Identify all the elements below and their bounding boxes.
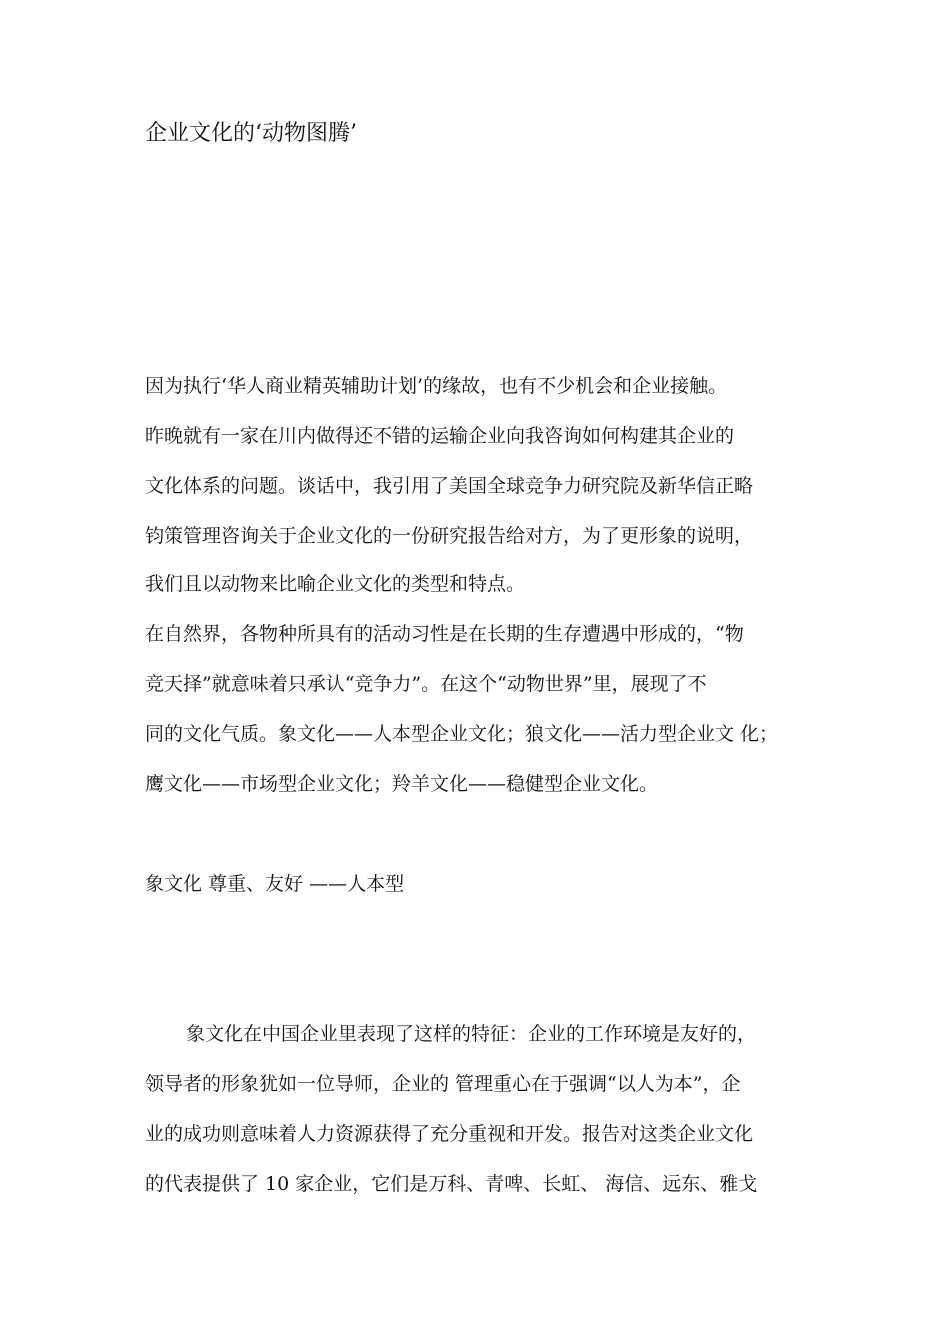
paragraph-line: 文化体系的问题。谈话中，我引用了美国全球竞争力研究院及新华信正略 — [145, 475, 754, 497]
paragraph-line: 钧策管理咨询关于企业文化的一份研究报告给对方，为了更形象的说明， — [145, 525, 754, 547]
paragraph-line: 鹰文化——市场型企业文化；羚羊文化——稳健型企业文化。 — [145, 773, 659, 795]
paragraph-line: 我们且以动物来比喻企业文化的类型和特点。 — [145, 573, 526, 595]
paragraph-line: 领导者的形象犹如一位导师，企业的 管理重心在于强调“以人为本”，企 — [145, 1073, 741, 1095]
paragraph-line: 的代表提供了 10 家企业，它们是万科、青啤、长虹、 海信、远东、雅戈 — [145, 1173, 758, 1195]
paragraph-line: 业的成功则意味着人力资源获得了充分重视和开发。报告对这类企业文化 — [145, 1123, 754, 1145]
document-title: 企业文化的‘动物图腾’ — [145, 121, 357, 146]
section-heading: 象文化 尊重、友好 ——人本型 — [145, 873, 405, 895]
paragraph-line: 象文化在中国企业里表现了这样的特征：企业的工作环境是友好的， — [186, 1023, 757, 1045]
paragraph-line: 同的文化气质。象文化——人本型企业文化；狼文化——活力型企业文 化； — [145, 723, 779, 745]
paragraph-line: 竞天择”就意味着只承认“竞争力”。在这个“动物世界”里，展现了不 — [145, 673, 707, 695]
paragraph-line: 因为执行‘华人商业精英辅助计划’的缘故，也有不少机会和企业接触。 — [145, 375, 728, 397]
paragraph-line: 昨晚就有一家在川内做得还不错的运输企业向我咨询如何构建其企业的 — [145, 425, 735, 447]
paragraph-line: 在自然界，各物种所具有的活动习性是在长期的生存遭遇中形成的，“物 — [145, 623, 744, 645]
